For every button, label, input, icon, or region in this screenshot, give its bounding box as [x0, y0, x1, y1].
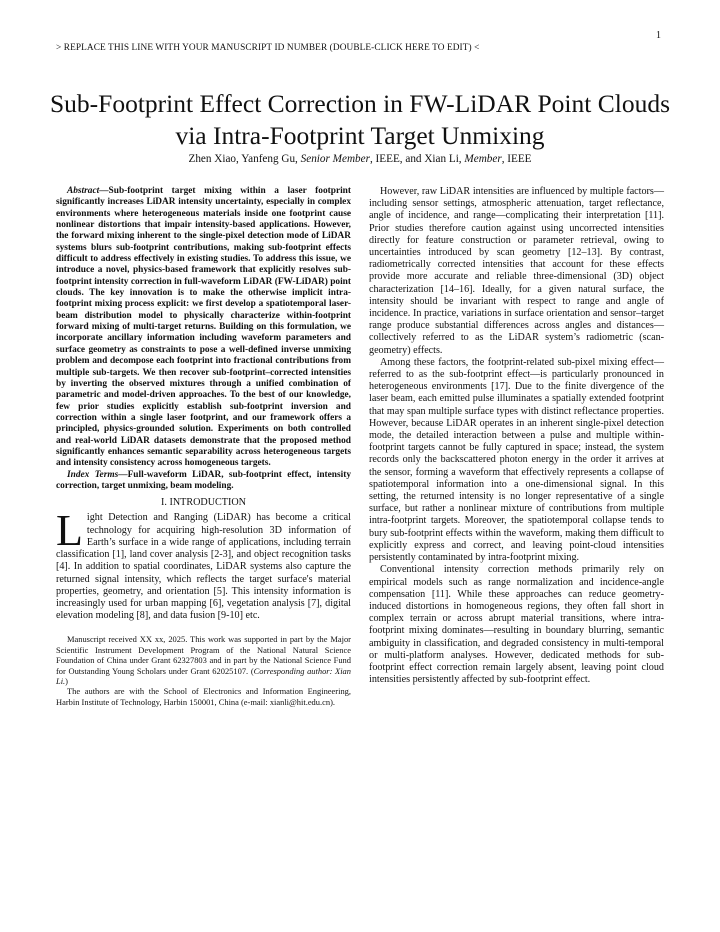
index-terms [56, 470, 351, 493]
index-terms-text: —Full-waveform LiDAR, sub-footprint effect, intensity correction, target unmixing, beam modeling. [56, 469, 351, 491]
author-role-1: Senior Member [300, 153, 370, 165]
footnote-corresponding-author: Corresponding author: Xian Li. [56, 665, 351, 686]
drop-cap: L [56, 506, 83, 556]
abstract [56, 186, 351, 470]
intro-paragraph-1-text: ight Detection and Ranging (LiDAR) has become a critical technology for acquiring high-resolution 3D information of Earth’s surface in a wide range of applications, including terrain classification [1], land cover analysis [2-3], and object recognition tasks [4]. In addition to spatial coordinates, LiDAR systems also capture the returned signal intensity, which reflects the target surface's material properties, geometry, and orientation [5]. This intensity information is increasingly used for urban mapping [6], vegetation analysis [7], digital elevation modeling [8], and data fusion [9-10] etc. [56, 512, 351, 622]
intro-paragraph-3: Among these factors, the footprint-related sub-pixel mixing effect—referred to as the sub-footprint effect—is particularly pronounced in heterogeneous environments [17]. Due to the finite divergence of the laser beam, each emitted pulse illuminates a spatially extended footprint that may span multiple surface types with distinct reflectance properties. However, because LiDAR operates in an inherent single-pixel detection mode, the detailed interaction between a pulse and multiple within-footprint targets cannot be fully captured in space; instead, the system records only the backscattered photon energy in the order it arrives at the sensor, forming a waveform that effectively represents a collapse of spatiotemporal information into a one-dimensional signal. In this setting, the returned intensity is no longer representative of a single surface, but rather a nonlinear mixture of contributions from multiple intra-footprint targets. Moreover, the spatiotemporal collapse tends to bury sub-footprint effects within the waveform, making them difficult to explicitly express and correct, and leaving point-cloud intensities persistently contaminated by intra-footprint mixing. [369, 356, 664, 564]
abstract-text: —Sub-footprint target mixing within a laser footprint significantly increases LiDAR intensity uncertainty, especially in complex environments where heterogeneous materials inside one footprint cause nonlinear distortions that impair intensity-based applications. However, the forward mixing inherent to the single-pixel detection mode of LiDAR systems blurs sub-footprint contributions, making sub-footprint effects difficult to address effectively in existing studies. To address this issue, we introduce a novel, physics-based framework that explicitly resolves sub-footprint intensity correction in full-waveform LiDAR (FW-LiDAR) point clouds. The key innovation is to make the otherwise implicit intra-footprint mixing process explicit: we first develop a spatiotemporal laser-beam distribution model to physically characterize within-footprint forward mixing of multi-target returns. Building on this formulation, we incorporate ancillary information including waveform parameters and surface geometry as constraints to pose a well-defined inverse unmixing problem and decompose each footprint into fractional contributions from multiple sub-targets. We then recover sub-footprint–corrected intensities by inverting the observed mixtures through a unified combination of parametric and model-driven approaches. To the best of our knowledge, few prior studies explicitly establish sub-footprint inversion and correction within a single laser footprint, and our framework offers a principled, physics-grounded solution. Experiments on both controlled and real-world LiDAR datasets demonstrate that the proposed method significantly enhances semantic separability across heterogeneous targets and intensity consistency across homogeneous targets. [56, 186, 351, 469]
footnote-affiliation: The authors are with the School of Electronics and Information Engineering, Harbin Institute of Technology, Harbin 150001, China (e-mail: xianli@hit.edu.cn). [56, 686, 351, 707]
index-terms-lead: Index Terms [67, 469, 119, 480]
footnote-funding-close: ) [65, 675, 68, 686]
author-role-2: Member [464, 153, 502, 165]
left-column [56, 186, 351, 707]
page-number: 1 [656, 30, 661, 41]
footnote-funding-text: Manuscript received XX xx, 2025. This work was supported in part by the Major Scientific Instrument Development Program of the National Natural Science Foundation of China under Grant 62327803 and in part by the National Science Fund for Outstanding Young Scholars under Grant 62025107. ( [56, 634, 351, 676]
intro-paragraph-2: However, raw LiDAR intensities are influenced by multiple factors—including sensor settings, atmospheric attenuation, target reflectance, angle of incidence, and range—complicating their interpretation [11]. Prior studies therefore caution against using uncorrected intensities directly for feature construction or parameter retrieval, owing to uncertainties introduced by scan geometry [12–13]. By contrast, radiometrically corrected intensities that account for these effects provide more accurate and reliable three-dimensional (3D) object characterization [14–16]. Ideally, for a given natural surface, the intensity should be invariant with respect to range and angle of incidence. In practice, variations in surface orientation and sensor–target range produce substantial differences across angles and distances—collectively referred to as the LiDAR system’s radiometric (scan-geometry) effects. [369, 186, 664, 356]
intro-paragraph-4: Conventional intensity correction methods primarily rely on empirical models such as range normalization and incidence-angle compensation [11]. While these approaches can reduce geometry-induced distortions in homogeneous regions, they often fall short in complex terrain or across abrupt material transitions, where intra-footprint mixing dominates—resulting in boundary blurring, semantic ambiguity in classification, and degraded consistency in multi-temporal or multi-platform analyses. However, dedicated methods for sub-footprint effect correction remain largely absent, leaving point cloud intensities persistently affected by sub-footprint effect. [369, 564, 664, 686]
author-line [40, 153, 680, 165]
author-org-1: , IEEE [369, 153, 400, 165]
footnotes [56, 634, 351, 707]
paper-title: Sub-Footprint Effect Correction in FW-LiDAR Point Clouds via Intra-Footprint Target Unmixing [49, 89, 670, 150]
author-names-1: Zhen Xiao, Yanfeng Gu, [188, 153, 301, 165]
manuscript-header: > REPLACE THIS LINE WITH YOUR MANUSCRIPT ID NUMBER (DOUBLE-CLICK HERE TO EDIT) < [56, 43, 480, 53]
author-org-2: , IEEE [501, 153, 532, 165]
right-column [369, 186, 664, 686]
footnote-funding [56, 634, 351, 686]
abstract-lead: Abstract [67, 186, 100, 196]
author-names-2: , and Xian Li, [399, 153, 465, 165]
section-heading-introduction: I. INTRODUCTION [161, 497, 246, 509]
intro-paragraph-1 [56, 506, 351, 622]
